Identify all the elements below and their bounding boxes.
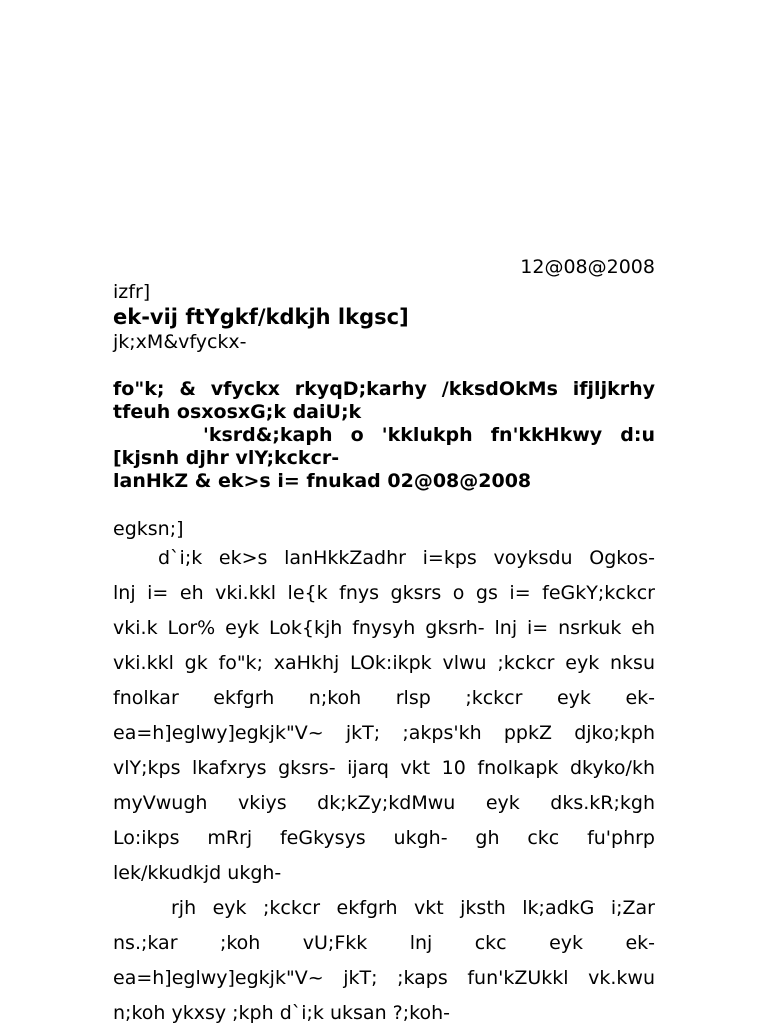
subject-line: tfeuh osxosxG;k daiU;k (113, 401, 362, 423)
letter-body (113, 254, 655, 1024)
paragraph-line: lnj i= eh vki.kkl le{k fnys gksrs o gs i= feGkY;kckcr (113, 582, 655, 604)
paragraph-line: vki.kkl gk fo"k; xaHkhj LOk:ikpk vlwu ;kckcr eyk nksu (113, 652, 655, 674)
recipient-place: jk;xM&vfyckx- (113, 331, 247, 353)
paragraph-line: ea=h]eglwy]egkjk"V~ jkT; ;akps'kh ppkZ djko;kph (113, 722, 655, 744)
paragraph-line: fnolkar ekfgrh n;koh rlsp ;kckcr eyk ek- (113, 687, 655, 709)
paragraph-line: vlY;kps lkafxrys gksrs- ijarq vkt 10 fnolkapk dkyko/kh (113, 757, 655, 779)
letter-to: izfr] (113, 281, 151, 303)
paragraph-line: lek/kkudkjd ukgh- (113, 862, 282, 884)
subject-line: fo"k; & vfyckx rkyqD;karhy /kksdOkMs ifjljkrhy (113, 378, 655, 400)
paragraph-line: vki.k Lor% eyk Lok{kjh fnysyh gksrh- lnj i= nsrkuk eh (113, 617, 655, 639)
letter-subject (113, 378, 655, 493)
paragraph-line: ns.;kar ;koh vU;Fkk lnj ckc eyk ek- (113, 932, 655, 954)
subject-line: [kjsnh djhr vlY;kckcr- (113, 447, 340, 469)
paragraph-line: n;koh ykxsy ;kph d`i;k uksan ?;koh- (113, 1002, 450, 1024)
salutation: egksn;] (113, 518, 184, 540)
paragraph-line: Lo:ikps mRrj feGkysys ukgh- gh ckc fu'phrp (113, 827, 655, 849)
paragraph-line: ea=h]eglwy]egkjk"V~ jkT; ;kaps fun'kZUkkl vk.kwu (113, 967, 655, 989)
subject-line: 'ksrd&;kaph o 'kklukph fn'kkHkwy d:u (203, 424, 655, 446)
paragraph-line: myVwugh vkiys dk;kZy;kdMwu eyk dks.kR;kgh (113, 792, 655, 814)
paragraph-line: rjh eyk ;kckcr ekfgrh vkt jksth lk;adkG i;Zar (171, 897, 655, 919)
letter-date: 12@08@2008 (520, 256, 655, 278)
paragraph-1 (113, 541, 655, 891)
paragraph-2 (113, 891, 655, 1024)
recipient-title: ek-vij ftYgkf/kdkjh lkgsc] (113, 305, 409, 329)
paragraph-line: d`i;k ek>s lanHkkZadhr i=kps voyksdu Ogkos- (158, 547, 655, 569)
reference-line: lanHkZ & ek>s i= fnukad 02@08@2008 (113, 470, 532, 492)
